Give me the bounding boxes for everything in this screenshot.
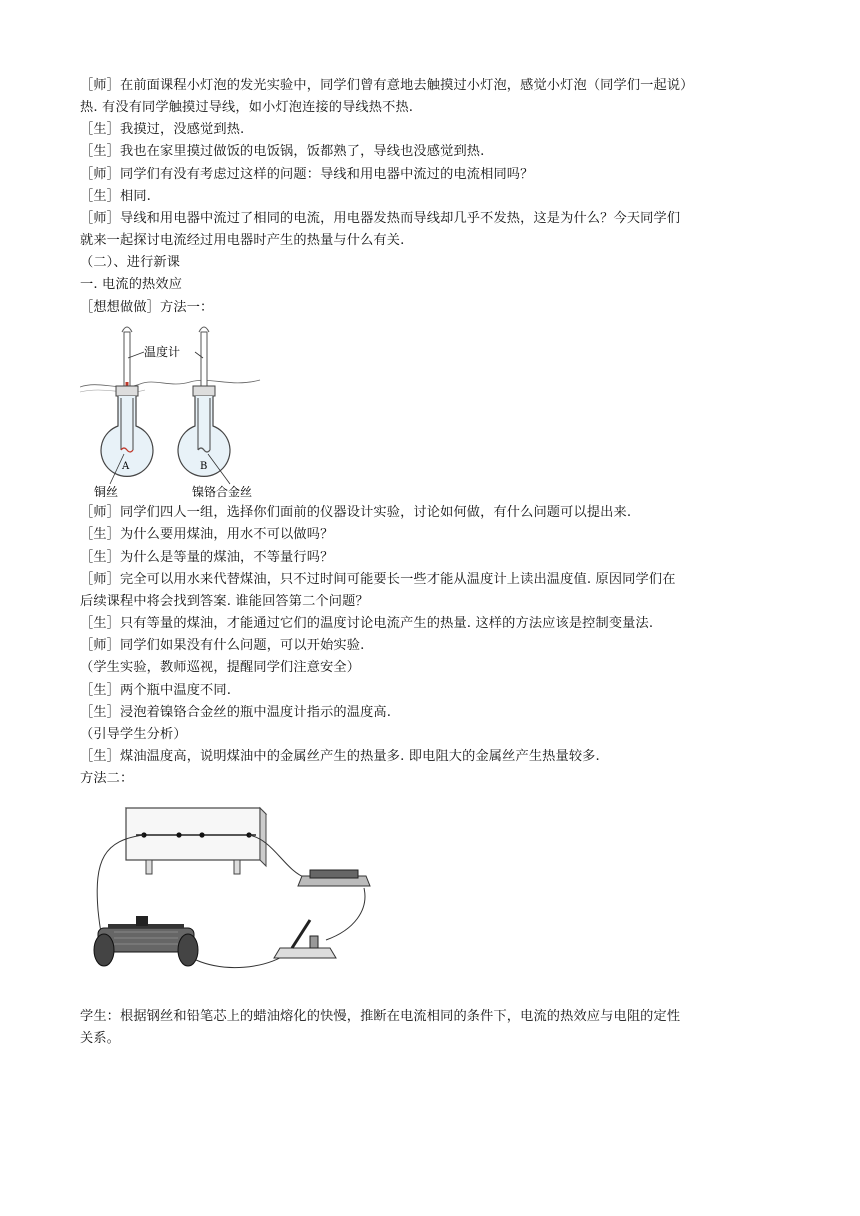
battery-box — [298, 870, 370, 886]
text-line: ［师］同学们如果没有什么问题，可以开始实验. — [80, 638, 365, 653]
text-line: ［生］我也在家里摸过做饭的电饭锅，饭都熟了，导线也没感觉到热. — [80, 144, 485, 159]
section-heading: （二）、进行新课 — [80, 255, 181, 270]
text-line: 就来一起探讨电流经过用电器时产生的热量与什么有关. — [80, 233, 405, 248]
flask-a-label: A — [122, 461, 130, 472]
text-line: ［师］同学们四人一组，选择你们面前的仪器设计实验，讨论如何做，有什么问题可以提出来. — [80, 505, 632, 520]
text-line: ［生］我摸过，没感觉到热. — [80, 122, 245, 137]
flask-a — [101, 396, 153, 476]
text-line: （引导学生分析） — [80, 727, 187, 742]
text-line: ［师］在前面课程小灯泡的发光实验中，同学们曾有意地去触摸过小灯泡，感觉小灯泡（同学们一起说） — [80, 78, 694, 93]
nichrome-wire-label: 镍铬合金丝 — [192, 485, 253, 499]
thermometer-label: 温度计 — [144, 345, 181, 359]
wire-board — [126, 808, 266, 874]
text-line: ［生］只有等量的煤油，才能通过它们的温度讨论电流产生的热量. 这样的方法应该是控制变量法. — [80, 616, 654, 631]
text-line: ［生］为什么是等量的煤油，不等量行吗？ — [80, 550, 334, 565]
text-line: ［生］相同. — [80, 189, 152, 204]
subsection-heading: 一. 电流的热效应 — [80, 277, 183, 292]
text-line: ［生］两个瓶中温度不同. — [80, 683, 232, 698]
text-line: 方法二： — [80, 771, 134, 786]
copper-wire-label: 铜丝 — [94, 485, 119, 499]
circuit-figure — [84, 800, 384, 985]
text-line: 学生：根据钢丝和铅笔芯上的蜡油熔化的快慢，推断在电流相同的条件下，电流的热效应与电阻的定性 — [80, 1009, 681, 1024]
flask-b-label: B — [200, 461, 208, 472]
text-line: 关系。 — [80, 1031, 121, 1046]
flask-b — [178, 396, 230, 476]
text-line: （学生实验，教师巡视，提醒同学们注意安全） — [80, 660, 361, 675]
text-line: 热. 有没有同学触摸过导线，如小灯泡连接的导线热不热. — [80, 100, 414, 115]
text-line: ［生］浸泡着镍铬合金丝的瓶中温度计指示的温度高. — [80, 705, 392, 720]
text-line: ［师］同学们有没有考虑过这样的问题：导线和用电器中流过的电流相同吗？ — [80, 167, 534, 182]
text-line: ［想想做做］方法一： — [80, 300, 214, 315]
text-line: ［生］为什么要用煤油，用水不可以做吗？ — [80, 527, 334, 542]
text-line: 后续课程中将会找到答案. 谁能回答第二个问题？ — [80, 594, 369, 609]
text-line: ［生］煤油温度高，说明煤油中的金属丝产生的热量多. 即电阻大的金属丝产生热量较多. — [80, 749, 600, 764]
knife-switch — [274, 920, 336, 958]
flask-experiment-figure — [80, 322, 270, 500]
rheostat — [94, 916, 198, 966]
text-line: ［师］完全可以用水来代替煤油，只不过时间可能要长一些才能从温度计上读出温度值. 原因同学们在 — [80, 572, 676, 587]
text-line: ［师］导线和用电器中流过了相同的电流，用电器发热而导线却几乎不发热，这是为什么？今天同学们 — [80, 211, 681, 226]
